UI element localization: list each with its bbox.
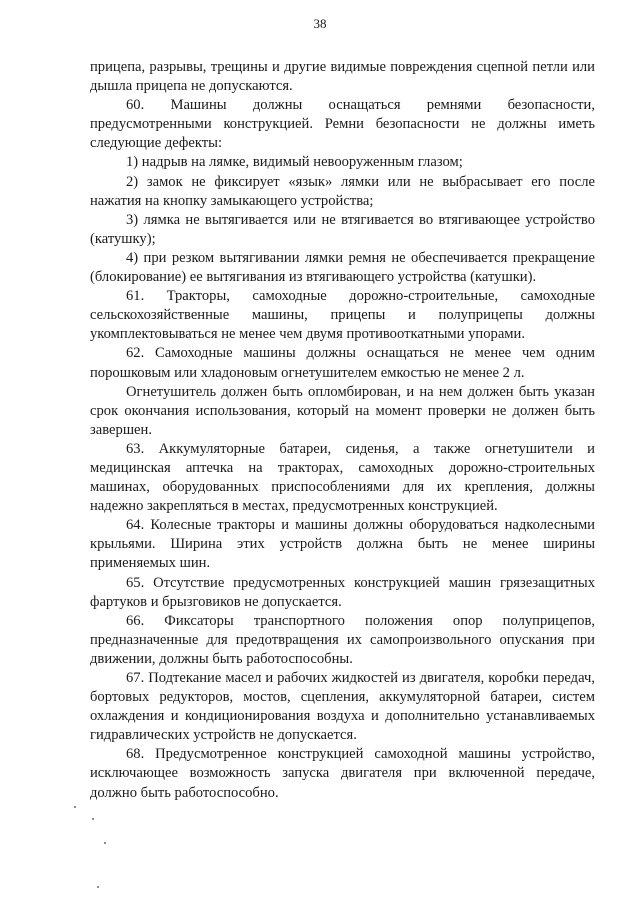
paragraph: 65. Отсутствие предусмотренных конструкцией машин грязезащитных фартуков и брызговиков не допускается. [90,574,595,610]
paragraph: 4) при резком вытягивании лямки ремня не обеспечивается прекращение (блокирование) ее вытягивания из втягивающего устройства (катушки). [90,249,595,286]
page-number: 38 [313,16,327,31]
paragraph: 64. Колесные тракторы и машины должны оборудоваться надколесными крыльями. Ширина этих устройств должна быть не менее ширины применяемых шин. [90,517,595,572]
scan-speck [92,818,94,820]
paragraph: Огнетушитель должен быть опломбирован, и на нем должен быть указан срок окончания использования, который на момент проверки не должен быть завершен. [90,383,595,438]
paragraph: 3) лямка не вытягивается или не втягивается во втягивающее устройство (катушку); [90,211,595,247]
paragraph: 68. Предусмотренное конструкцией самоходной машины устройство, исключающее возможность запуска двигателя при включенной передаче, должно быть работоспособно. [90,746,595,801]
paragraph: 1) надрыв на лямке, видимый невооруженным глазом; [126,154,463,171]
document-body [90,58,595,803]
paragraph: 2) замок не фиксирует «язык» лямки или не выбрасывает его после нажатия на кнопку замыкающего устройства; [90,173,595,209]
paragraph: 61. Тракторы, самоходные дорожно-строительные, самоходные сельскохозяйственные машины, прицепы и полуприцепы должны укомплектовываться не менее чем двумя противооткатными упорами. [90,288,595,343]
scan-speck [97,886,99,888]
paragraph: 60. Машины должны оснащаться ремнями безопасности, предусмотренными конструкцией. Ремни безопасности не должны иметь следующие дефекты: [90,97,595,152]
paragraph: 63. Аккумуляторные батареи, сиденья, а также огнетушители и медицинская аптечка на тракторах, самоходных дорожно-строительных машинах, оборудованных приспособлениями для их крепления, должны надежно закрепляться в местах, предусмотренных конструкцией. [90,440,595,515]
paragraph: 62. Самоходные машины должны оснащаться не менее чем одним порошковым или хладоновым огнетушителем емкостью не менее 2 л. [90,345,595,381]
scan-speck [74,806,76,808]
paragraph: 66. Фиксаторы транспортного положения опор полуприцепов, предназначенные для предотвращения их самопроизвольного опускания при движении, должны быть работоспособны. [90,612,595,667]
scan-speck [104,842,106,844]
paragraph: прицепа, разрывы, трещины и другие видимые повреждения сцепной петли или дышла прицепа не допускаются. [90,59,595,95]
paragraph: 67. Подтекание масел и рабочих жидкостей из двигателя, коробки передач, бортовых редукторов, мостов, сцепления, аккумуляторной батареи, систем охлаждения и кондиционирования воздуха и дополнительно устанавливаемых гидравлических устройств не допускается. [90,670,595,744]
